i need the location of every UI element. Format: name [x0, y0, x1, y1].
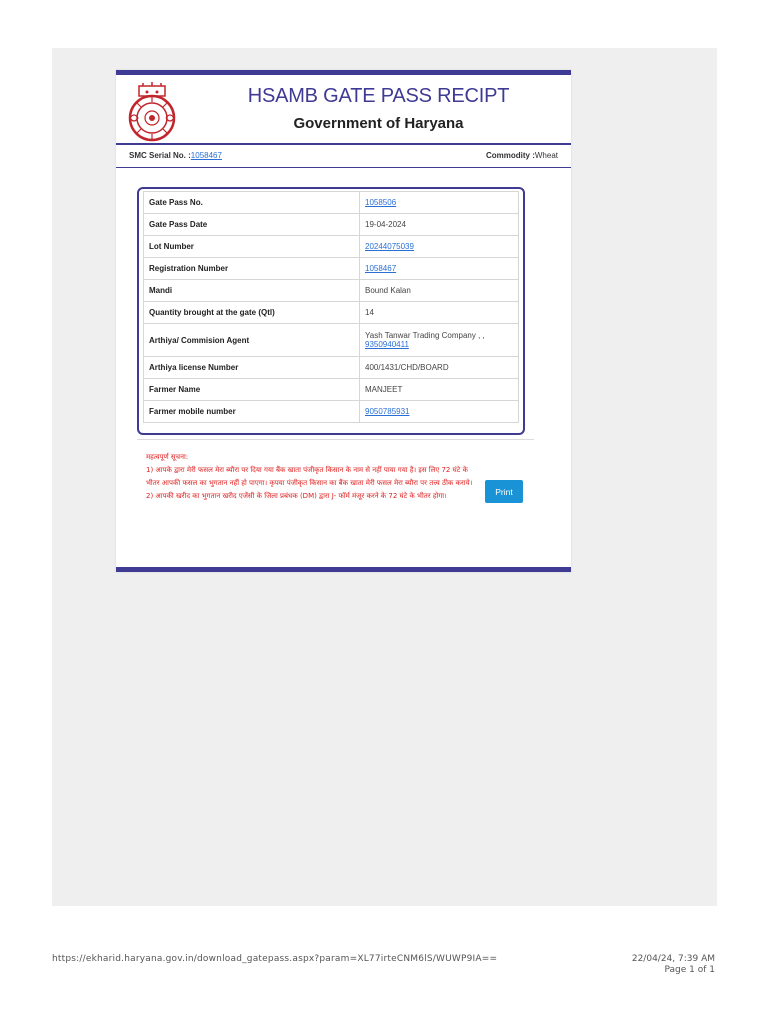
smc-serial-link[interactable]: 1058467: [190, 151, 222, 160]
table-row: [144, 401, 519, 423]
arthiya-license-label: Arthiya license Number: [144, 357, 360, 379]
gate-pass-no-link[interactable]: 1058506: [365, 198, 397, 207]
arthiya-license-value: 400/1431/CHD/BOARD: [360, 357, 519, 379]
details-card: [137, 187, 525, 435]
commodity: [486, 151, 558, 160]
quantity-value: 14: [360, 302, 519, 324]
details-table: [143, 191, 519, 423]
arthiya-agent-name: Yash Tanwar Trading Company , ,: [365, 331, 485, 340]
notice-point-1: 1) आपके द्वारा मेरी फसल मेरा ब्यौरा पर दिया गया बैंक खाता पंजीकृत किसान के नाम से नहीं पाया गया है। इस लिए 72 घंटे के भीतर आपकी फसल का भुगतान नहीं हो पाएगा। कृपया पंजीकृत किसान का बैंक खाता मेरी फसल मेरा ब्यौरा पर तत्त्व ठीक कराये।: [146, 466, 473, 487]
arthiya-agent-cell: [360, 324, 519, 357]
smc-serial: [129, 151, 222, 160]
notice-heading: महत्वपूर्ण सूचना:: [146, 453, 189, 461]
page-title: HSAMB GATE PASS RECIPT: [247, 85, 510, 107]
table-row: [144, 379, 519, 401]
farmer-mobile-label: Farmer mobile number: [144, 401, 360, 423]
arthiya-agent-label: Arthiya/ Commision Agent: [144, 324, 360, 357]
table-row: [144, 236, 519, 258]
mandi-label: Mandi: [144, 280, 360, 302]
smc-serial-label: SMC Serial No. :: [129, 151, 191, 160]
farmer-mobile-link[interactable]: 9050785931: [365, 407, 410, 416]
farmer-name-label: Farmer Name: [144, 379, 360, 401]
commodity-value: Wheat: [534, 151, 558, 160]
table-row: [144, 357, 519, 379]
table-row: [144, 258, 519, 280]
footer-datetime: 22/04/24, 7:39 AM: [631, 954, 715, 964]
lot-number-label: Lot Number: [144, 236, 360, 258]
table-row: [144, 280, 519, 302]
table-row: [144, 324, 519, 357]
commodity-label: Commodity :: [485, 151, 535, 160]
farmer-name-value: MANJEET: [360, 379, 519, 401]
footer-url: https://ekharid.haryana.gov.in/download_gatepass.aspx?param=XL77irteCNM6lS/WUWP9IA==: [52, 954, 498, 964]
gate-pass-date-label: Gate Pass Date: [144, 214, 360, 236]
page-subtitle: Government of Haryana: [293, 115, 464, 132]
haryana-emblem-icon: [125, 80, 179, 142]
lot-number-link[interactable]: 20244075039: [365, 242, 414, 251]
quantity-label: Quantity brought at the gate (Qtl): [144, 302, 360, 324]
divider: [137, 439, 534, 440]
table-row: [144, 302, 519, 324]
print-button[interactable]: Print: [485, 480, 523, 503]
gate-pass-date-value: 19-04-2024: [360, 214, 519, 236]
important-notice: [146, 451, 481, 503]
gate-pass-no-label: Gate Pass No.: [144, 192, 360, 214]
mandi-value: Bound Kalan: [360, 280, 519, 302]
registration-number-label: Registration Number: [144, 258, 360, 280]
table-row: [144, 214, 519, 236]
table-row: [144, 192, 519, 214]
registration-number-link[interactable]: 1058467: [365, 264, 397, 273]
serial-bar: [116, 145, 571, 168]
arthiya-agent-phone-link[interactable]: 9350940411: [365, 340, 409, 349]
footer-meta: [632, 954, 715, 976]
notice-point-2: 2) आपकी खरीद का भुगतान खरीद एजेंसी के जिला प्रबंधक (DM) द्वारा J- फॉर्म मंजूर करने के 72 घंटे के भीतर होगा।: [146, 492, 447, 500]
footer-page-number: Page 1 of 1: [664, 965, 715, 975]
gate-pass-receipt: [116, 70, 571, 572]
receipt-header: [116, 75, 571, 145]
